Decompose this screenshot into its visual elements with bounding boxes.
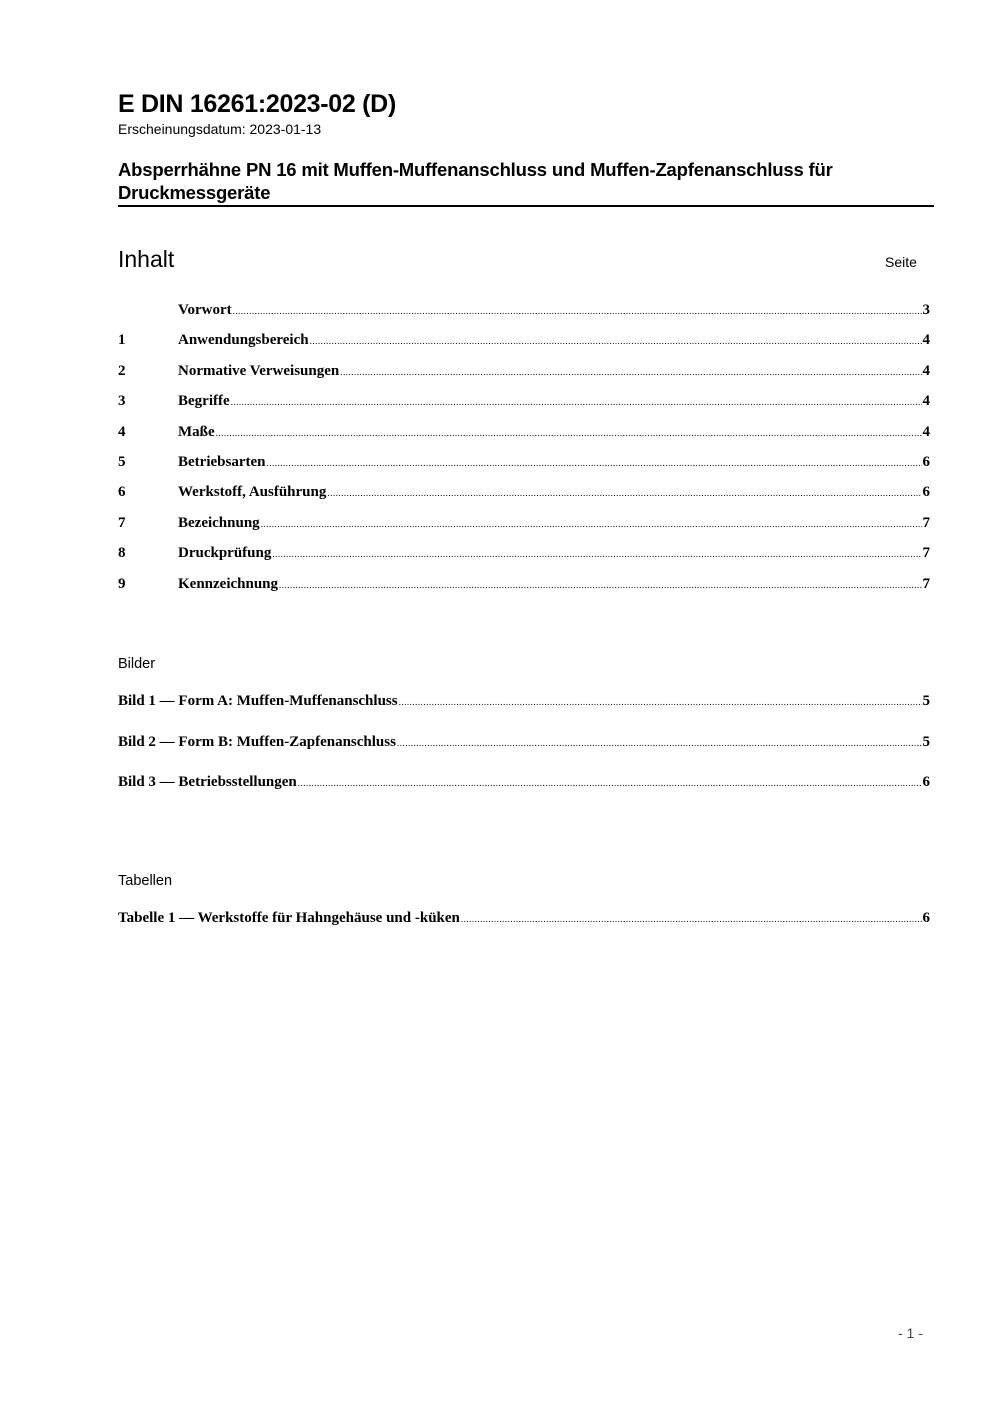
toc-entry[interactable] <box>118 693 930 713</box>
entry-label: Bezeichnung <box>178 514 260 531</box>
page-column-label: Seite <box>885 254 917 270</box>
entry-label: Bild 1 — Form A: Muffen-Muffenanschluss <box>118 693 398 709</box>
toc-entry[interactable] <box>118 332 930 352</box>
toc-entry[interactable] <box>118 424 930 444</box>
entry-page: 5 <box>922 733 930 750</box>
dot-leader <box>397 738 922 748</box>
toc-entry[interactable] <box>118 363 930 383</box>
entry-page: 4 <box>922 423 930 440</box>
dot-leader <box>461 914 922 924</box>
dot-leader <box>231 397 922 407</box>
toc-entry[interactable] <box>118 484 930 504</box>
dot-leader <box>298 778 922 788</box>
entry-page: 6 <box>922 910 930 926</box>
dot-leader <box>399 697 922 707</box>
entry-label: Maße <box>178 423 215 440</box>
entry-number: 2 <box>118 362 126 379</box>
toc-entry[interactable] <box>118 734 930 754</box>
entry-page: 4 <box>922 393 930 410</box>
dot-leader <box>272 549 921 559</box>
entry-page: 4 <box>922 332 930 349</box>
entry-number: 3 <box>118 393 126 410</box>
dot-leader <box>233 306 922 316</box>
entry-page: 4 <box>922 362 930 379</box>
toc-entry[interactable] <box>118 393 930 413</box>
dot-leader <box>279 580 921 590</box>
toc-entry[interactable] <box>118 545 930 565</box>
entry-number: 1 <box>118 332 126 349</box>
dot-leader <box>266 458 921 468</box>
dot-leader <box>261 519 922 529</box>
entry-label: Betriebsarten <box>178 454 266 470</box>
toc-entry[interactable] <box>118 454 930 474</box>
entry-number: 9 <box>118 575 126 592</box>
publication-date: Erscheinungsdatum: 2023-01-13 <box>118 121 322 137</box>
entry-label: Anwendungsbereich <box>178 332 309 349</box>
entry-page: 3 <box>922 302 930 318</box>
page-number: - 1 - <box>898 1325 923 1341</box>
entry-page: 5 <box>922 693 930 709</box>
tables-heading: Tabellen <box>118 873 173 889</box>
figures-heading: Bilder <box>118 656 156 672</box>
entry-number: 8 <box>118 545 126 562</box>
entry-label: Vorwort <box>178 302 232 318</box>
toc-entry[interactable] <box>118 910 930 930</box>
document-id: E DIN 16261:2023-02 (D) <box>118 90 396 118</box>
entry-number: 6 <box>118 484 126 501</box>
entry-label: Druckprüfung <box>178 545 272 562</box>
entry-page: 6 <box>922 454 930 470</box>
document-title: Absperrhähne PN 16 mit Muffen-Muffenanschluss und Muffen-Zapfenanschluss für Druckmessgeräte <box>118 159 833 203</box>
entry-page: 6 <box>922 484 930 501</box>
toc-entry[interactable] <box>118 576 930 596</box>
toc-entry[interactable] <box>118 774 930 794</box>
entry-label: Bild 3 — Betriebsstellungen <box>118 774 297 791</box>
entry-page: 7 <box>922 545 930 562</box>
entry-label: Begriffe <box>178 393 230 410</box>
entry-label: Bild 2 — Form B: Muffen-Zapfenanschluss <box>118 733 396 750</box>
dot-leader <box>310 336 922 346</box>
entry-label: Kennzeichnung <box>178 575 279 592</box>
dot-leader <box>327 488 921 498</box>
entry-number: 4 <box>118 423 126 440</box>
entry-page: 7 <box>922 575 930 592</box>
entry-number: 7 <box>118 514 126 531</box>
toc-entry[interactable] <box>118 515 930 535</box>
entry-label: Tabelle 1 — Werkstoffe für Hahngehäuse und -küken <box>118 910 460 926</box>
entry-page: 6 <box>922 774 930 791</box>
dot-leader <box>340 367 921 377</box>
entry-label: Werkstoff, Ausführung <box>178 484 327 501</box>
toc-entry[interactable] <box>118 302 930 322</box>
dot-leader <box>216 428 922 438</box>
toc-heading: Inhalt <box>118 246 175 272</box>
title-rule <box>118 205 934 207</box>
entry-number: 5 <box>118 454 126 470</box>
entry-page: 7 <box>922 514 930 531</box>
entry-label: Normative Verweisungen <box>178 362 340 379</box>
